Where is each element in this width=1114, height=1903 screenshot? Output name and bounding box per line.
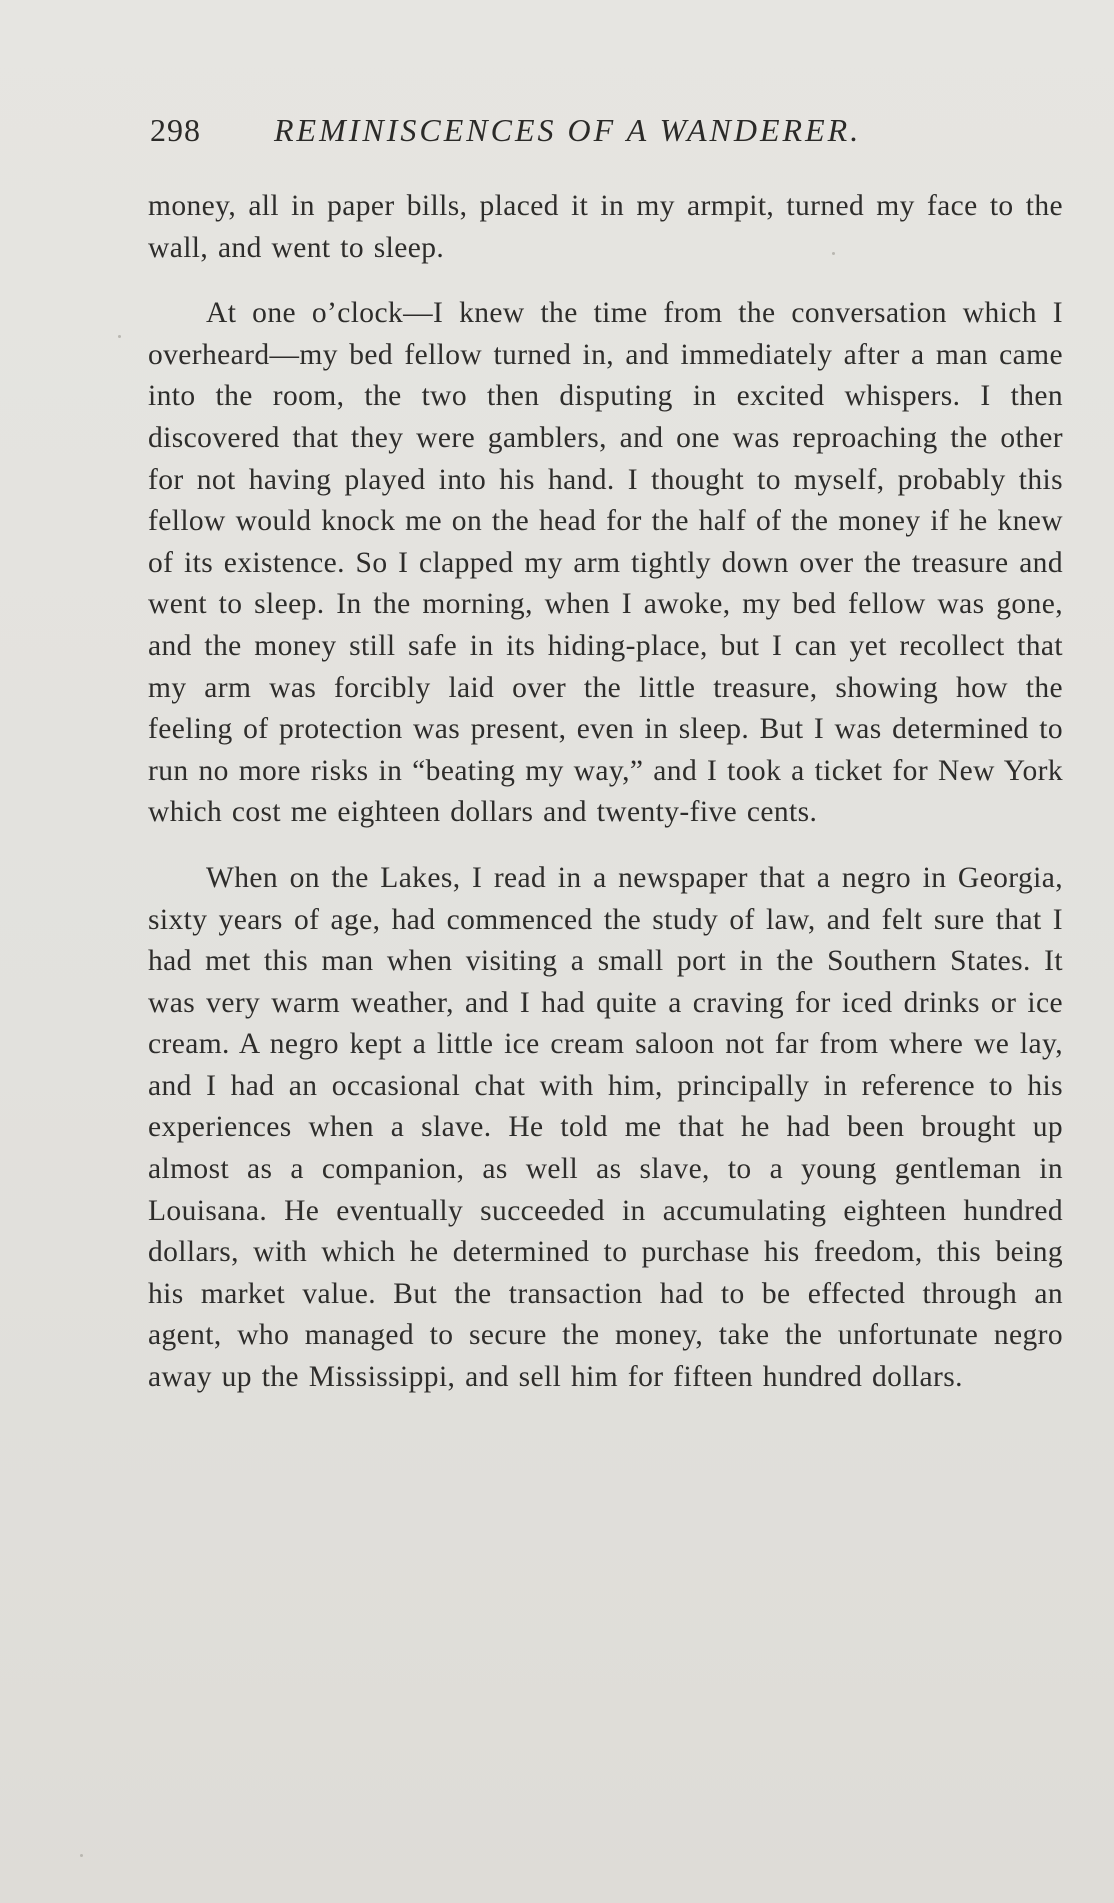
paragraph-negro-story: When on the Lakes, I read in a newspaper that a negro in Georgia, sixty years of age, had commenced the study of law, and felt sure that I had met this man when visiting a small port in the Southern States. It was very warm weather, and I had quite a craving for iced drinks or ice cream. A negro kept a little ice cream saloon not far from where we lay, and I had an occasional chat with him, principally in reference to his experiences when a slave. He told me that he had been brought up almost as a companion, as well as slave, to a young gentleman in Louisana. He eventually succeeded in accumulating eighteen hundred dollars, with which he determined to purchase his freedom, this being his market value. But the transaction had to be effected through an agent, who managed to secure the money, take the unfortunate negro away up the Mississippi, and sell him for fifteen hundred dollars. bbox=[148, 861, 1063, 1394]
text-body bbox=[148, 186, 1063, 1399]
paper-speck bbox=[80, 1854, 83, 1857]
running-head bbox=[150, 112, 950, 158]
page-number: 298 bbox=[150, 112, 201, 148]
paragraph-gamblers: At one o’clock—I knew the time from the conversation which I overheard—my bed fellow turned in, and immediately after a man came into the room, the two then disputing in excited whispers. I then discovered that they were gamblers, and one was reproaching the other for not having played into his hand. I thought to myself, probably this fellow would knock me on the head for the half of the money if he knew of its existence. So I clapped my arm tightly down over the treasure and went to sleep. In the morning, when I awoke, my bed fellow was gone, and the money still safe in its hiding-place, but I can yet recollect that my arm was forcibly laid over the little treasure, showing how the feeling of protection was present, even in sleep. But I was determined to run no more risks in “beating my way,” and I took a ticket for New York which cost me eighteen dollars and twenty-five cents. bbox=[148, 297, 1063, 829]
paper-speck bbox=[118, 335, 121, 338]
paragraph-continued: money, all in paper bills, placed it in my armpit, turned my face to the wall, and went to sleep. bbox=[148, 190, 1063, 264]
running-title: REMINISCENCES OF A WANDERER. bbox=[274, 112, 862, 148]
paper-speck bbox=[832, 252, 835, 255]
